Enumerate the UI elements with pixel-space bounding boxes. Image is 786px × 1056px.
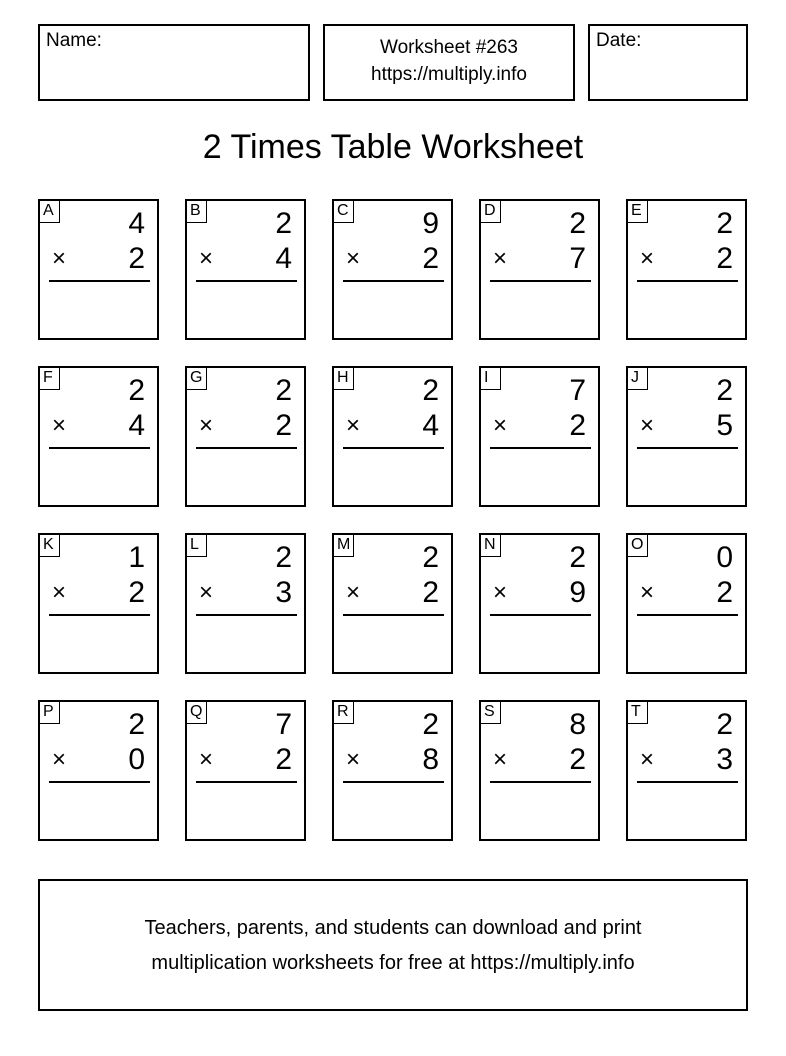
times-sign: × <box>493 245 508 272</box>
answer-space[interactable] <box>628 784 745 839</box>
times-sign: × <box>346 412 361 439</box>
answer-line <box>49 280 150 282</box>
problem-card <box>38 700 159 841</box>
problem-letter: K <box>40 535 60 557</box>
problem-top-number: 9 <box>422 207 439 240</box>
date-label: Date: <box>596 30 642 51</box>
footer-line-1: Teachers, parents, and students can download and print <box>144 917 642 939</box>
answer-space[interactable] <box>40 283 157 338</box>
problem-card <box>479 700 600 841</box>
answer-line <box>637 447 738 449</box>
times-sign: × <box>199 579 214 606</box>
problem-top-number: 2 <box>128 708 145 741</box>
problem-card <box>185 700 306 841</box>
problem-card <box>38 366 159 507</box>
problem-bottom-number: 4 <box>275 242 292 275</box>
answer-space[interactable] <box>40 784 157 839</box>
times-sign: × <box>199 412 214 439</box>
problem-top-number: 7 <box>275 708 292 741</box>
name-label: Name: <box>46 30 102 51</box>
problem-letter: T <box>628 702 648 724</box>
times-sign: × <box>493 579 508 606</box>
problem-bottom-number: 2 <box>128 242 145 275</box>
problem-card <box>38 533 159 674</box>
answer-space[interactable] <box>334 784 451 839</box>
times-sign: × <box>493 412 508 439</box>
problem-top-number: 2 <box>275 541 292 574</box>
answer-space[interactable] <box>334 617 451 672</box>
problem-bottom-number: 2 <box>569 743 586 776</box>
problem-bottom-number: 0 <box>128 743 145 776</box>
answer-line <box>637 781 738 783</box>
problem-card <box>38 199 159 340</box>
answer-line <box>490 614 591 616</box>
answer-space[interactable] <box>187 450 304 505</box>
problem-letter: G <box>187 368 207 390</box>
times-sign: × <box>346 579 361 606</box>
times-sign: × <box>52 245 67 272</box>
answer-space[interactable] <box>187 784 304 839</box>
problem-bottom-number: 2 <box>275 409 292 442</box>
problem-top-number: 7 <box>569 374 586 407</box>
problem-bottom-number: 2 <box>275 743 292 776</box>
times-sign: × <box>199 245 214 272</box>
problem-bottom-number: 7 <box>569 242 586 275</box>
answer-space[interactable] <box>187 283 304 338</box>
problem-card <box>185 199 306 340</box>
answer-line <box>343 614 444 616</box>
answer-line <box>490 280 591 282</box>
problem-card <box>626 533 747 674</box>
problem-top-number: 4 <box>128 207 145 240</box>
problem-bottom-number: 2 <box>716 242 733 275</box>
problem-bottom-number: 2 <box>422 576 439 609</box>
problem-top-number: 2 <box>422 708 439 741</box>
times-sign: × <box>199 746 214 773</box>
times-sign: × <box>640 579 655 606</box>
problem-letter: D <box>481 201 501 223</box>
times-sign: × <box>493 746 508 773</box>
times-sign: × <box>346 245 361 272</box>
times-sign: × <box>52 412 67 439</box>
problem-letter: P <box>40 702 60 724</box>
problem-bottom-number: 2 <box>422 242 439 275</box>
problem-letter: B <box>187 201 207 223</box>
answer-line <box>343 781 444 783</box>
answer-line <box>49 781 150 783</box>
problem-card <box>332 199 453 340</box>
problem-card <box>185 366 306 507</box>
problem-top-number: 2 <box>275 207 292 240</box>
answer-space[interactable] <box>628 617 745 672</box>
answer-space[interactable] <box>481 450 598 505</box>
problem-letter: R <box>334 702 354 724</box>
problem-letter: F <box>40 368 60 390</box>
answer-space[interactable] <box>481 784 598 839</box>
problem-top-number: 2 <box>128 374 145 407</box>
times-sign: × <box>52 579 67 606</box>
problem-top-number: 2 <box>569 207 586 240</box>
problem-top-number: 8 <box>569 708 586 741</box>
answer-space[interactable] <box>40 450 157 505</box>
worksheet-url: https://multiply.info <box>371 64 527 85</box>
times-sign: × <box>52 746 67 773</box>
problem-letter: L <box>187 535 207 557</box>
answer-line <box>343 447 444 449</box>
footer-line-2: multiplication worksheets for free at https://multiply.info <box>151 952 635 974</box>
problem-letter: I <box>481 368 501 390</box>
problem-letter: A <box>40 201 60 223</box>
answer-space[interactable] <box>334 283 451 338</box>
problem-bottom-number: 4 <box>128 409 145 442</box>
problem-letter: Q <box>187 702 207 724</box>
answer-space[interactable] <box>40 617 157 672</box>
answer-space[interactable] <box>481 283 598 338</box>
problem-letter: M <box>334 535 354 557</box>
problem-top-number: 2 <box>422 541 439 574</box>
answer-line <box>637 280 738 282</box>
answer-line <box>49 614 150 616</box>
worksheet-number: Worksheet #263 <box>379 37 518 58</box>
problem-top-number: 2 <box>716 708 733 741</box>
times-sign: × <box>640 412 655 439</box>
problem-card <box>626 366 747 507</box>
problem-top-number: 2 <box>275 374 292 407</box>
problem-bottom-number: 4 <box>422 409 439 442</box>
problem-bottom-number: 2 <box>128 576 145 609</box>
problem-top-number: 2 <box>716 374 733 407</box>
answer-line <box>196 614 297 616</box>
answer-line <box>196 447 297 449</box>
problem-bottom-number: 9 <box>569 576 586 609</box>
answer-line <box>637 614 738 616</box>
times-sign: × <box>640 746 655 773</box>
problem-card <box>479 199 600 340</box>
problem-bottom-number: 5 <box>716 409 733 442</box>
answer-line <box>343 280 444 282</box>
answer-line <box>196 280 297 282</box>
footer-note <box>38 879 748 1011</box>
answer-space[interactable] <box>628 283 745 338</box>
problem-card <box>626 199 747 340</box>
answer-space[interactable] <box>187 617 304 672</box>
times-sign: × <box>346 746 361 773</box>
problem-top-number: 2 <box>716 207 733 240</box>
problem-letter: O <box>628 535 648 557</box>
problem-card <box>185 533 306 674</box>
problem-card <box>626 700 747 841</box>
problem-bottom-number: 3 <box>275 576 292 609</box>
answer-line <box>196 781 297 783</box>
problem-letter: S <box>481 702 501 724</box>
problem-card <box>332 700 453 841</box>
problem-letter: H <box>334 368 354 390</box>
problem-top-number: 1 <box>128 541 145 574</box>
problem-card <box>479 533 600 674</box>
answer-line <box>490 447 591 449</box>
problem-top-number: 0 <box>716 541 733 574</box>
problem-card <box>332 366 453 507</box>
answer-space[interactable] <box>334 450 451 505</box>
problem-bottom-number: 3 <box>716 743 733 776</box>
problem-letter: N <box>481 535 501 557</box>
problem-card <box>332 533 453 674</box>
answer-space[interactable] <box>628 450 745 505</box>
problem-top-number: 2 <box>569 541 586 574</box>
problem-top-number: 2 <box>422 374 439 407</box>
problem-letter: C <box>334 201 354 223</box>
answer-space[interactable] <box>481 617 598 672</box>
problem-bottom-number: 8 <box>422 743 439 776</box>
page-title: 2 Times Table Worksheet <box>202 128 584 166</box>
problem-card <box>479 366 600 507</box>
problem-letter: E <box>628 201 648 223</box>
problem-letter: J <box>628 368 648 390</box>
problem-bottom-number: 2 <box>716 576 733 609</box>
problem-bottom-number: 2 <box>569 409 586 442</box>
times-sign: × <box>640 245 655 272</box>
answer-line <box>490 781 591 783</box>
answer-line <box>49 447 150 449</box>
